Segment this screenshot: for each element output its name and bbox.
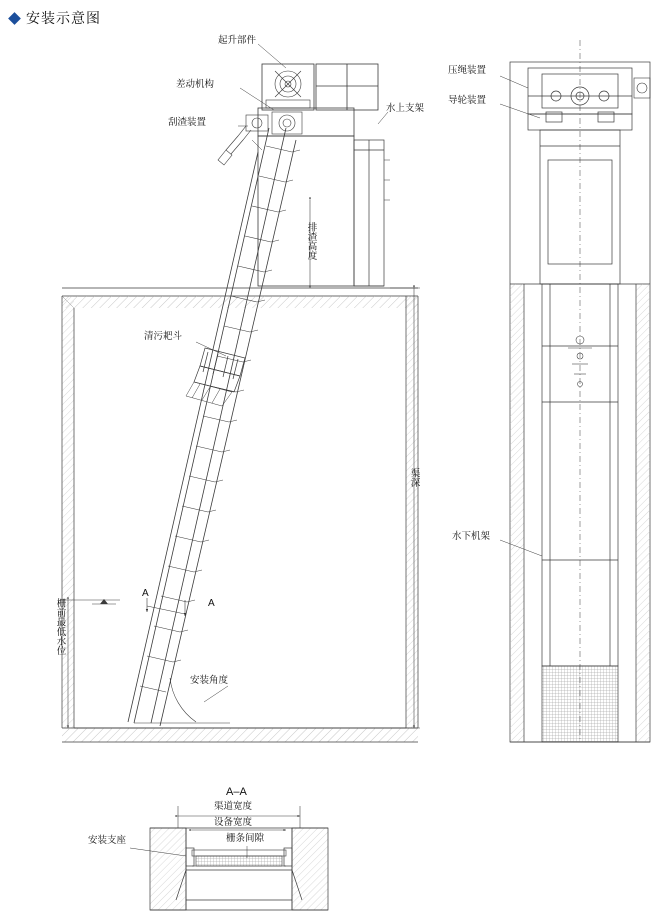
label-scraper-device: 刮渣装置 — [168, 117, 207, 128]
label-cleaning-rake: 清污耙斗 — [144, 331, 183, 342]
label-channel-width: 渠道宽度 — [214, 801, 253, 812]
label-section-title: A–A — [226, 786, 247, 798]
label-underwater-frame: 水下机架 — [452, 531, 491, 542]
label-above-water-frame: 水上支架 — [386, 103, 425, 114]
label-mounting-base: 安装支座 — [88, 835, 127, 846]
label-rope-press-device: 压绳装置 — [448, 65, 487, 76]
page-title: 安装示意图 — [26, 10, 101, 26]
label-equipment-width: 设备宽度 — [214, 817, 253, 828]
section-mark-a-right: A — [208, 598, 215, 609]
label-lift-assembly: 起升部件 — [218, 35, 257, 46]
label-guide-wheel-device: 导轮装置 — [448, 95, 487, 106]
label-lowest-water-level: 栅前最低水位 — [54, 598, 66, 655]
label-install-angle: 安装角度 — [190, 675, 229, 686]
label-differential-mechanism: 差动机构 — [176, 79, 215, 90]
label-channel-depth: 渠深 — [408, 468, 420, 487]
section-mark-a-left: A — [142, 588, 149, 599]
label-discharge-height: 排渣高度 — [305, 222, 317, 260]
label-bar-spacing: 栅条间隙 — [226, 833, 265, 844]
